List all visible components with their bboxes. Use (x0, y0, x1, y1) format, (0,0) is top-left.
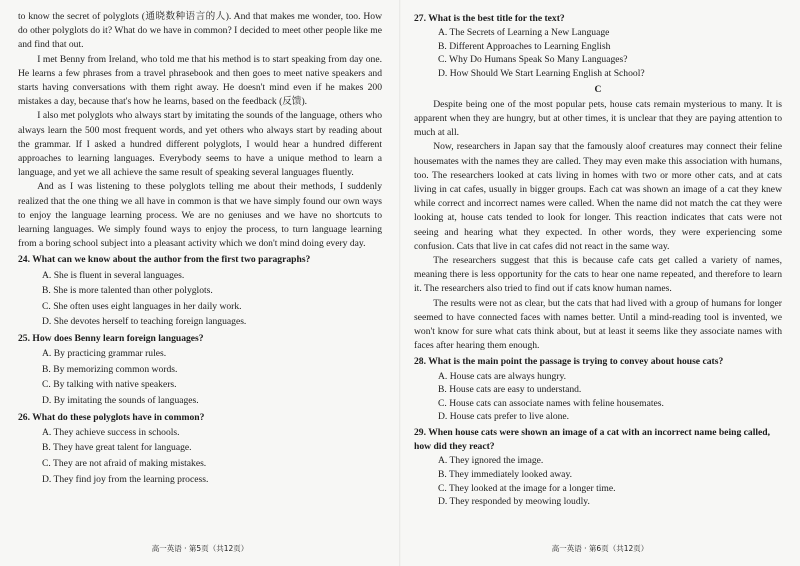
right-paragraph-2: Now, researchers in Japan say that the famously aloof creatures may connect their feline housemates with the names they are called. They may even make this association with humans, too. The researchers looked at cats living in homes with two or more other cats, and at cats living in cat cafes, usually in bigger groups. Each cat was shown an image of a cat they knew while correct and incorrect names were called. When the name did not match the cat they were looking at, house cats tended to look for longer. This reaction indicates that cats were not seeing and hearing what they expected. In other words, they were experiencing some confusion. Cats that live in cat cafes did not react in the same way. (414, 141, 782, 252)
option-a: A. By practicing grammar rules. (42, 348, 167, 360)
option-a: A. They ignored the image. (438, 455, 544, 467)
question-stem: 25. How does Benny learn foreign languages? (18, 333, 204, 345)
option-a: A. House cats are always hungry. (438, 370, 567, 382)
option-b: B. By memorizing common words. (42, 363, 178, 375)
option-a: A. They achieve success in schools. (42, 426, 180, 438)
option-c: C. They are not afraid of making mistakes. (42, 458, 207, 469)
question-26 (18, 411, 382, 488)
question-29 (414, 426, 782, 509)
page-footer: 高一英语 · 第6页（共12页） (551, 543, 649, 553)
option-c: C. House cats can associate names with feline housemates. (438, 397, 664, 409)
option-b: B. House cats are easy to understand. (438, 384, 582, 396)
question-28 (414, 355, 782, 424)
option-list (414, 26, 782, 80)
right-paragraph-3: The researchers suggest that this is because cafe cats get called a variety of names, meaning there is less opportunity for the cats to hear one name repeated, and therefore to learn it. The researchers also tried to find out if cats know human names. (414, 255, 782, 295)
section-heading: C (594, 83, 602, 95)
option-a: A. She is fluent in several languages. (42, 269, 185, 281)
option-d: D. How Should We Start Learning English at School? (438, 67, 645, 79)
option-c: C. They looked at the image for a longer time. (438, 482, 616, 494)
option-list (18, 268, 382, 330)
option-list (18, 425, 382, 487)
option-d: D. They find joy from the learning process. (42, 473, 209, 485)
option-c: C. She often uses eight languages in her daily work. (42, 300, 242, 312)
option-list (414, 454, 782, 508)
right-page (400, 0, 800, 566)
question-stem: 29. When house cats were shown an image of a cat with an incorrect name being called, how did they react? (414, 427, 771, 453)
question-stem: 27. What is the best title for the text? (414, 13, 565, 24)
option-b: B. They immediately looked away. (438, 469, 573, 481)
option-a: A. The Secrets of Learning a New Language (438, 27, 610, 39)
option-b: B. They have great talent for language. (42, 442, 192, 454)
option-c: C. Why Do Humans Speak So Many Languages? (438, 54, 628, 66)
question-stem: 28. What is the main point the passage is trying to convey about house cats? (414, 356, 724, 368)
left-paragraph-3: I also met polyglots who always start by imitating the sounds of the language, others who always learn the 500 most frequent words, and yet others who always start by reading about the grammar. If I asked a hundred different polyglots, I would hear a hundred different approaches to learning languages. Everybody seems to have a unique method to learn a language, and yet we all achieve the same result of speaking several languages fluently. (18, 110, 382, 179)
left-paragraph-2: I met Benny from Ireland, who told me that his method is to start speaking from day one. He learns a few phrases from a travel phrasebook and then goes to meet native speakers and starts having conversations with them right away. He doesn't mind even if he makes 200 mistakes a day, because that's how he learns, based on the feedback (反馈). (18, 53, 382, 108)
question-25 (18, 332, 382, 409)
question-stem: 24. What can we know about the author from the first two paragraphs? (18, 254, 311, 266)
right-paragraph-4: The results were not as clear, but the cats that had lived with a group of humans for longer seemed to have connected faces with names better. Until a mind-reading tool is invented, we won't know for sure what cats think about, but at least it seems like they associate names with faces after hearing them enough. (414, 297, 782, 352)
option-d: D. They responded by meowing loudly. (438, 496, 590, 508)
option-d: D. By imitating the sounds of languages. (42, 395, 199, 407)
left-paragraph-1: to know the secret of polyglots (通晓数种语言的人). And that makes me wonder, too. How do other polyglots do it? What do we have in common? I decided to meet other people like me and find that out. (18, 11, 382, 51)
option-d: D. House cats prefer to live alone. (438, 411, 570, 423)
option-b: B. Different Approaches to Learning English (438, 40, 611, 52)
question-24 (18, 253, 382, 330)
right-paragraph-1: Despite being one of the most popular pets, house cats remain mysterious to many. It is apparent when they are hungry, but at other times, it is unclear that they are paying attention to much at all. (414, 98, 782, 139)
page-footer: 高一英语 · 第5页（共12页） (151, 543, 249, 553)
option-list (18, 346, 382, 408)
question-27 (414, 12, 782, 81)
option-b: B. She is more talented than other polyglots. (42, 285, 213, 297)
question-stem: 26. What do these polyglots have in common? (18, 411, 205, 423)
option-list (414, 370, 782, 424)
option-d: D. She devotes herself to teaching foreign languages. (42, 316, 247, 328)
left-paragraph-4: And as I was listening to these polyglots telling me about their methods, I suddenly realized that the one thing we all have in common is that we have simply found our own ways to enjoy the language learning process. We are no geniuses and we have no shortcuts to learning languages. We simply found ways to enjoy the process, to turn language learning from a boring school subject into a pleasant activity which we don't mind doing every day. (18, 181, 382, 250)
option-c: C. By talking with native speakers. (42, 379, 177, 391)
